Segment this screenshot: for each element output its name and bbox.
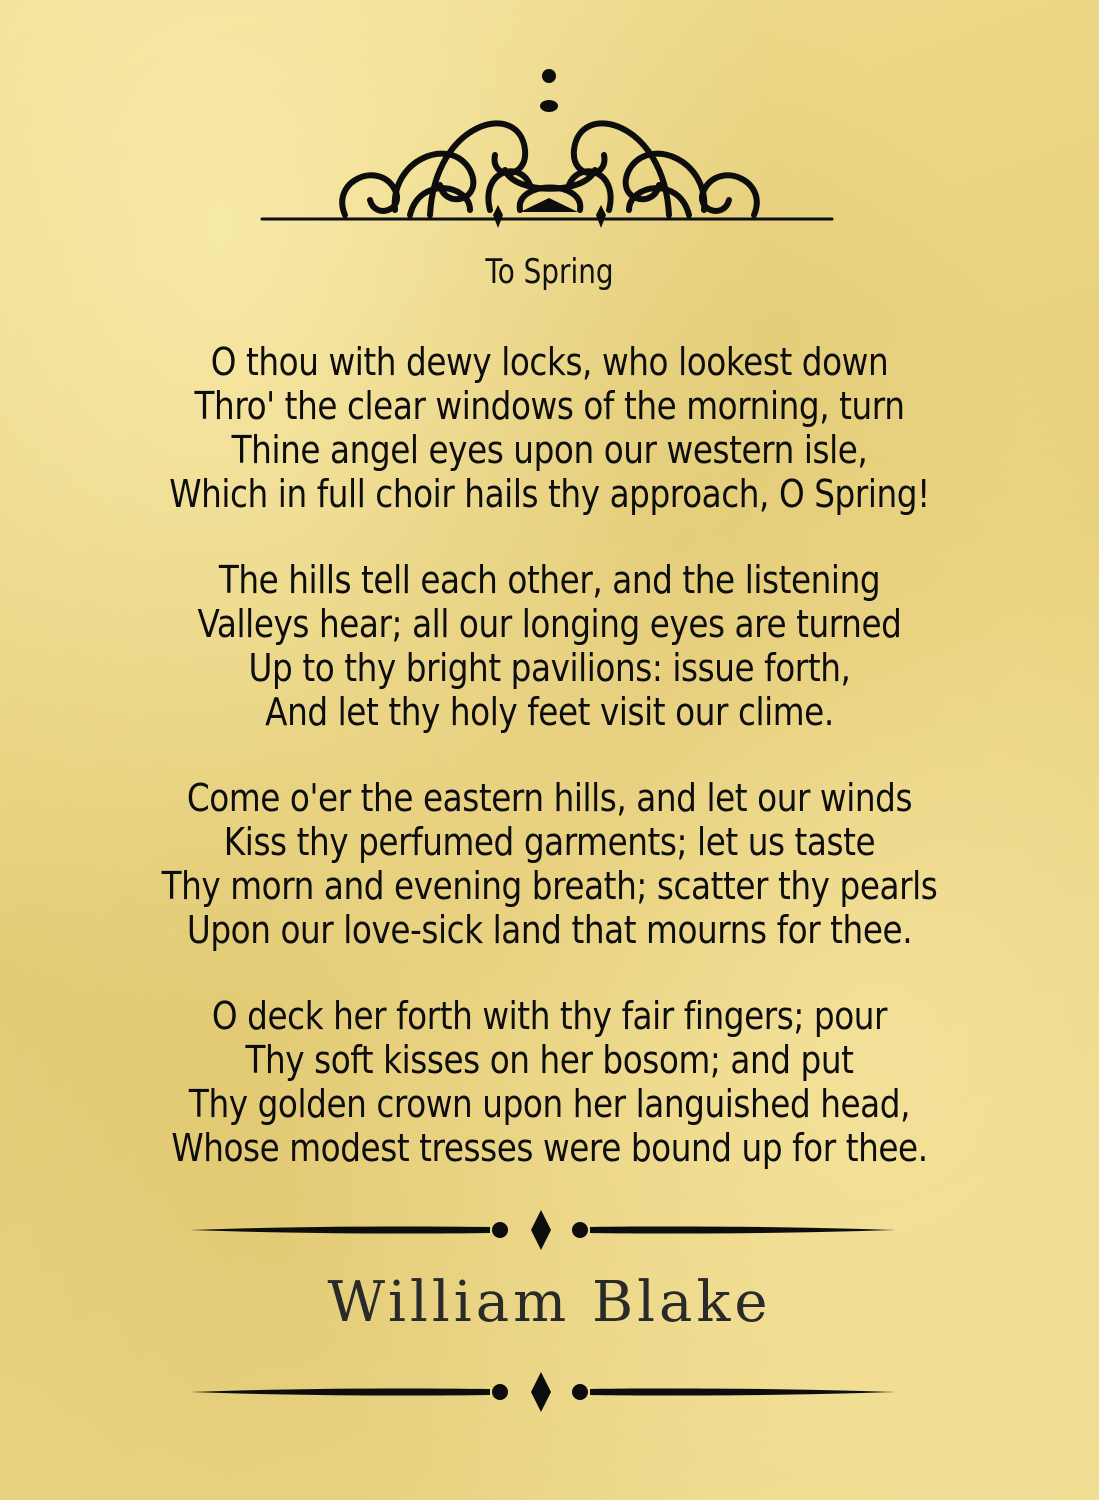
poem-title: To Spring: [485, 252, 614, 292]
stanza-2: [0, 558, 1099, 734]
poem-line: O deck her forth with thy fair fingers; pour: [211, 994, 888, 1038]
poem-line: Thro' the clear windows of the morning, turn: [194, 384, 905, 428]
poem-line: Thy morn and evening breath; scatter thy pearls: [161, 864, 938, 908]
diamond-divider-top-icon: [0, 1205, 1099, 1255]
poem-line: And let thy holy feet visit our clime.: [265, 690, 834, 734]
poem-line: Which in full choir hails thy approach, O Spring!: [169, 472, 930, 516]
diamond-divider-bottom-icon: [0, 1367, 1099, 1417]
poem-line: Thy soft kisses on her bosom; and put: [245, 1038, 854, 1082]
poem-line: Thy golden crown upon her languished head,: [188, 1082, 911, 1126]
poem-line: Whose modest tresses were bound up for thee.: [171, 1126, 928, 1170]
poem-line: Thine angel eyes upon our western isle,: [231, 428, 868, 472]
poem-line: Valleys hear; all our longing eyes are turned: [197, 602, 902, 646]
poem-line: O thou with dewy locks, who lookest down: [210, 340, 889, 384]
poem-line: The hills tell each other, and the listening: [218, 558, 881, 602]
stanza-3: [0, 776, 1099, 952]
poem-line: Come o'er the eastern hills, and let our winds: [186, 776, 913, 820]
crown-ornament-icon: [0, 60, 1099, 240]
poem-line: Kiss thy perfumed garments; let us taste: [223, 820, 876, 864]
poem-line: Upon our love-sick land that mourns for thee.: [186, 908, 913, 952]
author-name: William Blake: [327, 1270, 772, 1335]
poem-line: Up to thy bright pavilions: issue forth,: [248, 646, 851, 690]
stanza-4: [0, 994, 1099, 1170]
poem-body: [0, 340, 1099, 1212]
stanza-1: [0, 340, 1099, 516]
